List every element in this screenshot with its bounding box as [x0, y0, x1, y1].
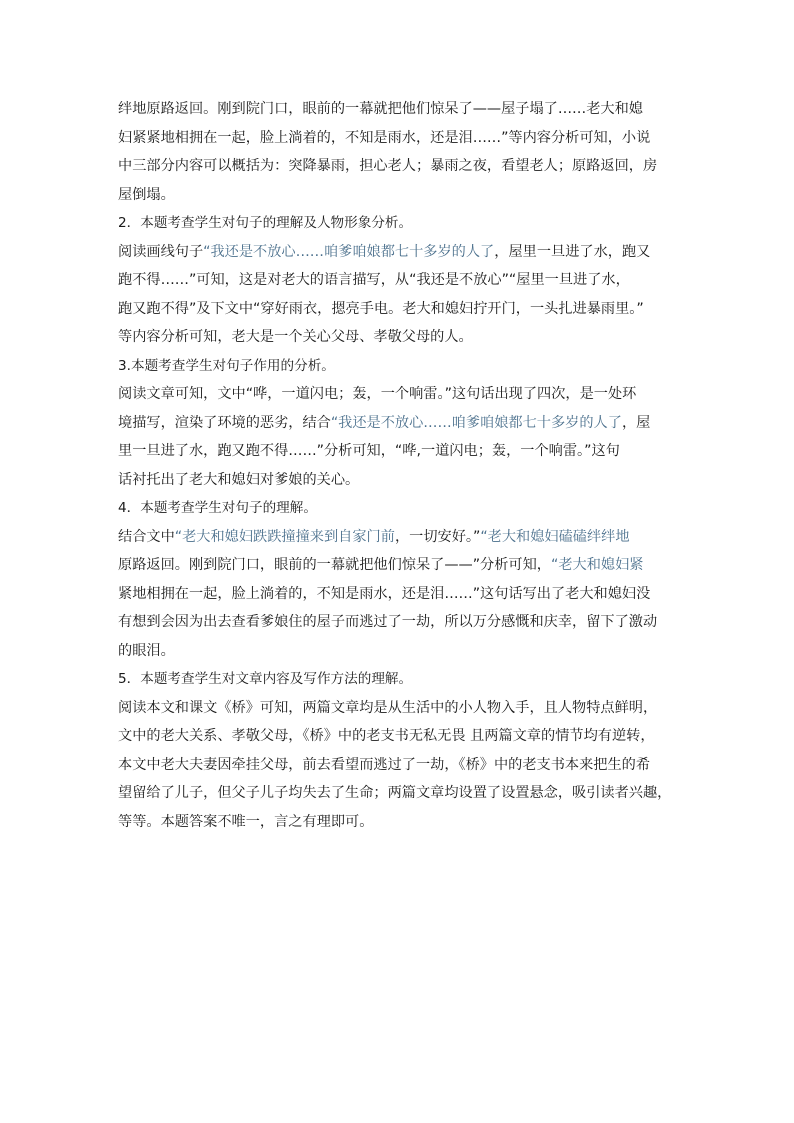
text-segment: 阅读本文和课文《桥》可知，两篇文章均是从生活中的小人物入手，且人物特点鲜明，	[118, 699, 658, 716]
underlined-quote: “我还是不放心……咱爹咱娘都七十多岁的人了	[203, 243, 495, 260]
text-segment: 阅读画线句子	[118, 243, 204, 260]
text-line	[118, 637, 688, 666]
text-segment: ，一切安好。”	[394, 528, 481, 545]
text-line	[118, 95, 688, 124]
underlined-quote: “我还是不放心……咱爹咱娘都七十多岁的人了	[330, 414, 622, 431]
text-segment: 境描写，渲染了环境的恶劣，结合	[118, 414, 331, 431]
text-segment: 紧地相拥在一起，脸上淌着的，不知是雨水，还是泪……”这句话写出了老大和媳妇没	[118, 585, 651, 602]
text-line	[118, 124, 688, 153]
text-segment: 跑不得……”可知，这是对老大的语言描写，从“我还是不放心”“屋里一旦进了水，	[118, 272, 630, 288]
text-line	[118, 238, 688, 267]
text-segment: ，屋	[621, 414, 651, 431]
text-line	[118, 779, 688, 808]
text-line	[118, 608, 688, 637]
text-segment: ，屋里一旦进了水，跑又	[494, 243, 651, 260]
text-segment: 3.本题考查学生对句子作用的分析。	[118, 357, 335, 374]
text-segment: 望留给了儿子，但父子儿子均失去了生命；两篇文章均设置了设置悬念，吸引读者兴趣，	[118, 785, 672, 801]
text-segment: 有想到会因为出去查看爹娘住的屋子而逃过了一劫，所以万分感慨和庆幸，留下了激动	[118, 614, 658, 630]
text-segment: 原路返回。刚到院门口，眼前的一幕就把他们惊呆了——”分析可知，	[118, 557, 551, 573]
text-segment: 阅读文章可知，文中“哗，一道闪电；轰，一个响雷。”这句话出现了四次，是一处环	[118, 386, 637, 402]
text-line	[118, 380, 688, 409]
text-line	[118, 409, 688, 438]
text-line	[118, 551, 688, 580]
text-line	[118, 751, 688, 780]
text-segment: 本文中老大夫妻因牵挂父母，前去看望而逃过了一劫，《桥》中的老支书本来把生的希	[118, 756, 651, 773]
text-segment: 的眼泪。	[118, 642, 175, 659]
question-heading	[118, 665, 688, 694]
text-segment: 4．本题考查学生对句子的理解。	[118, 500, 317, 516]
text-segment: 5．本题考查学生对文章内容及写作方法的理解。	[118, 671, 413, 687]
text-line	[118, 694, 688, 723]
text-segment: 妇紧紧地相拥在一起，脸上淌着的，不知是雨水，还是泪……”等内容分析可知，小说	[118, 129, 651, 146]
text-segment: 话衬托出了老大和媳妇对爹娘的关心。	[118, 471, 360, 488]
answer-text-body	[118, 95, 688, 836]
question-heading	[118, 352, 688, 381]
text-segment: 文中的老大关系、孝敬父母，《桥》中的老支书无私无畏 且两篇文章的情节均有逆转，	[118, 728, 655, 744]
text-segment: 等等。本题答案不唯一，言之有理即可。	[118, 813, 374, 830]
text-segment: 中三部分内容可以概括为：突降暴雨，担心老人；暴雨之夜，看望老人；原路返回，房	[118, 158, 658, 174]
text-line	[118, 580, 688, 609]
text-line	[118, 437, 688, 466]
underlined-quote: “老大和媳妇跌跌撞撞来到自家门前	[174, 528, 395, 545]
underlined-quote: “老大和媳妇紧	[550, 557, 644, 573]
text-line	[118, 808, 688, 837]
text-segment: 2．本题考查学生对句子的理解及人物形象分析。	[118, 215, 413, 231]
text-line	[118, 181, 688, 210]
text-line	[118, 266, 688, 295]
question-heading	[118, 494, 688, 523]
text-segment: 跑又跑不得”及下文中“穿好雨衣，摁亮手电。老大和媳妇拧开门，一头扎进暴雨里。”	[118, 300, 644, 317]
text-segment: 等内容分析可知，老大是一个关心父母、孝敬父母的人。	[118, 329, 473, 345]
underlined-quote: “老大和媳妇磕磕绊绊地	[480, 528, 630, 545]
text-line	[118, 722, 688, 751]
text-line	[118, 323, 688, 352]
text-line	[118, 295, 688, 324]
text-line	[118, 466, 688, 495]
text-segment: 结合文中	[118, 528, 175, 545]
text-segment: 里一旦进了水，跑又跑不得……”分析可知，“哗,一道闪电；轰，一个响雷。”这句	[118, 443, 620, 459]
question-heading	[118, 209, 688, 238]
text-segment: 绊地原路返回。刚到院门口，眼前的一幕就把他们惊呆了——屋子塌了……老大和媳	[118, 101, 643, 117]
text-line	[118, 523, 688, 552]
text-line	[118, 152, 688, 181]
text-segment: 屋倒塌。	[118, 186, 175, 203]
